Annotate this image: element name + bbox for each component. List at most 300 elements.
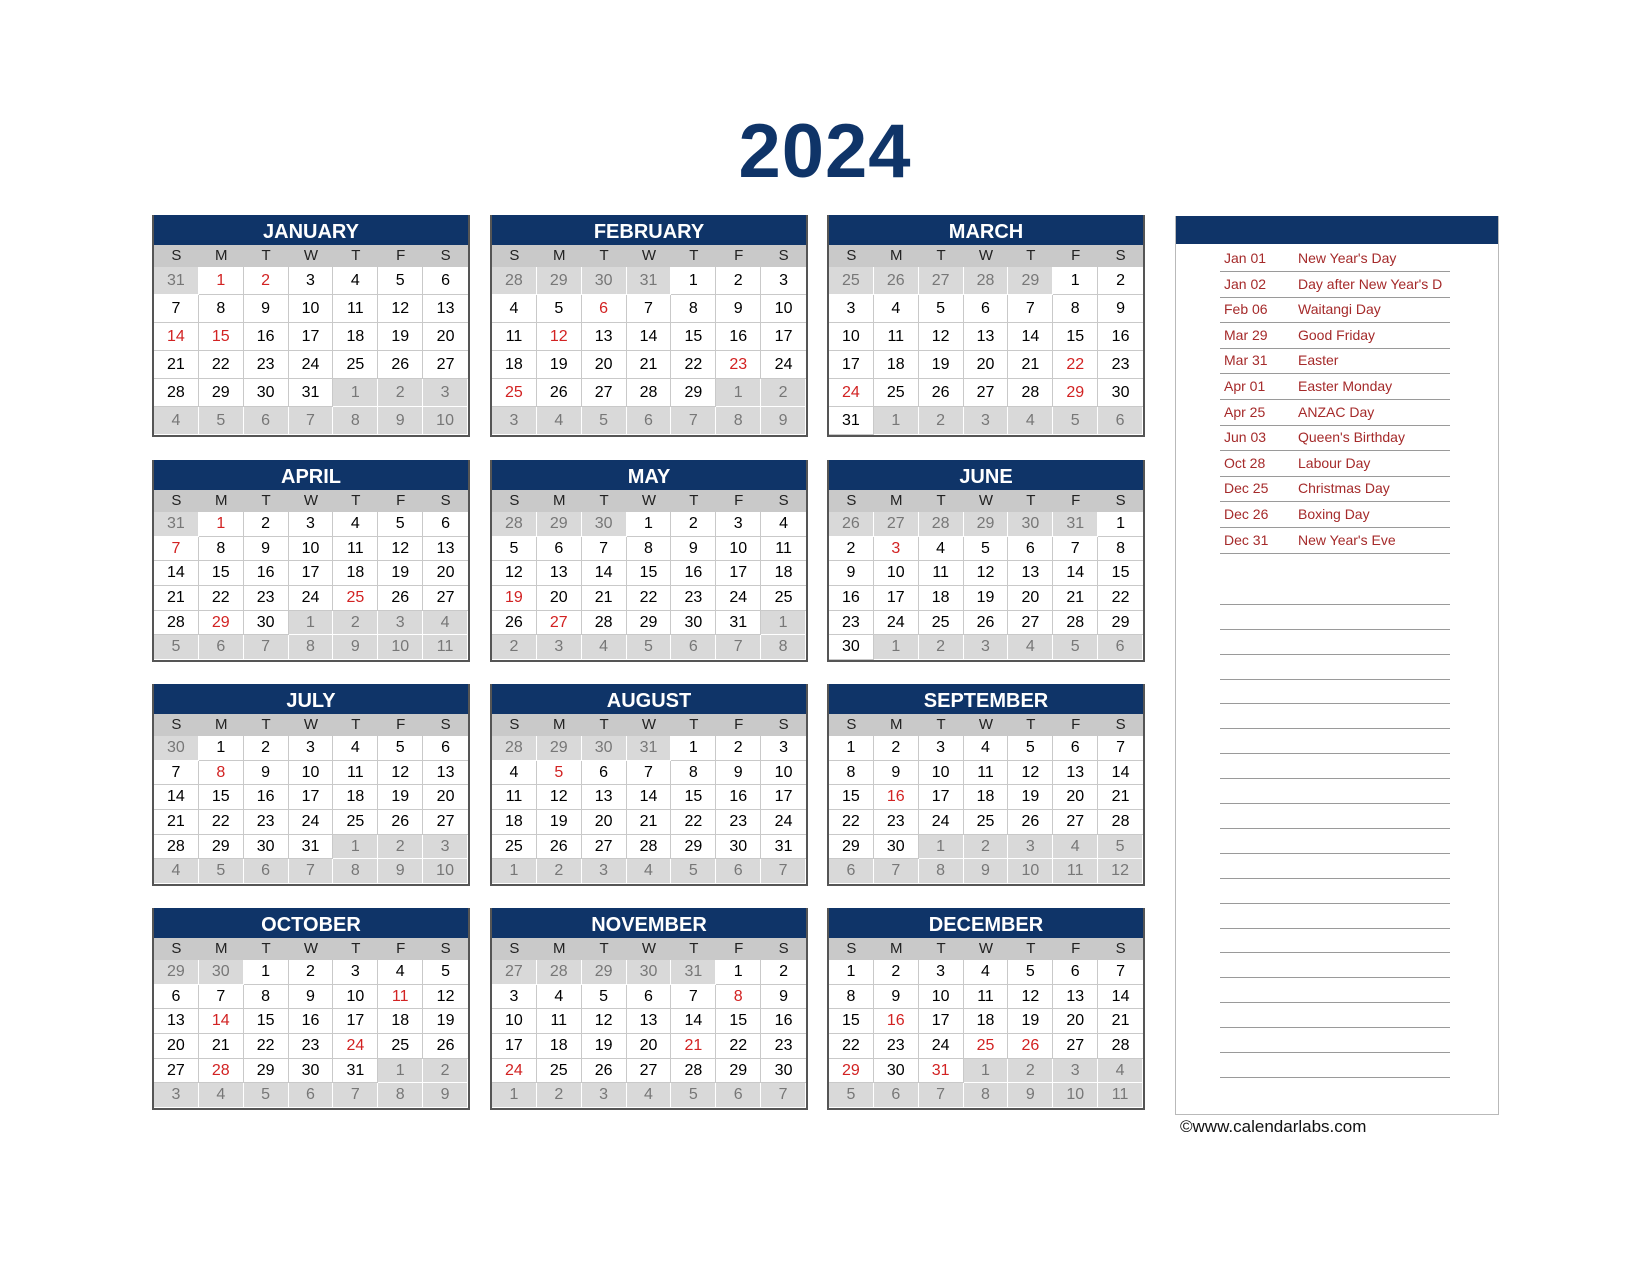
day-cell: 22 (671, 351, 716, 379)
day-cell: 30 (244, 611, 289, 636)
month-name: NOVEMBER (492, 908, 806, 938)
day-cell: 2 (423, 1059, 468, 1084)
day-cell: 4 (627, 1083, 672, 1108)
day-cell: 23 (874, 1034, 919, 1059)
day-cell: 3 (1053, 1059, 1098, 1084)
month-october (152, 908, 470, 1110)
day-cell: 4 (154, 859, 199, 884)
day-cell: 18 (492, 351, 537, 379)
day-cell: 3 (964, 635, 1009, 660)
day-cell: 23 (289, 1034, 334, 1059)
weekday-header: F (378, 245, 423, 267)
day-cell: 8 (671, 295, 716, 323)
weekday-header: S (1098, 490, 1143, 512)
day-cell: 6 (423, 267, 468, 295)
day-cell: 16 (874, 1009, 919, 1034)
day-cell: 13 (1008, 561, 1053, 586)
day-cell: 18 (333, 785, 378, 810)
blank-rule-line (1220, 928, 1450, 929)
day-cell: 11 (919, 561, 964, 586)
month-days-grid (154, 245, 468, 435)
day-cell: 29 (1008, 267, 1053, 295)
day-cell: 28 (964, 267, 1009, 295)
day-cell: 8 (829, 985, 874, 1010)
day-cell: 29 (582, 960, 627, 985)
holiday-name: Easter Monday (1298, 378, 1393, 394)
weekday-header: S (154, 490, 199, 512)
day-cell: 24 (874, 611, 919, 636)
day-cell: 25 (333, 351, 378, 379)
weekday-header: S (829, 490, 874, 512)
day-cell: 6 (244, 859, 289, 884)
month-december (827, 908, 1145, 1110)
day-cell: 19 (1008, 785, 1053, 810)
holiday-date: Feb 06 (1224, 301, 1268, 318)
day-cell: 8 (761, 635, 806, 660)
day-cell: 11 (333, 295, 378, 323)
day-cell: 27 (582, 379, 627, 407)
day-cell: 22 (716, 1034, 761, 1059)
month-march (827, 215, 1145, 437)
day-cell: 26 (874, 267, 919, 295)
day-cell: 10 (716, 537, 761, 562)
day-cell: 11 (333, 537, 378, 562)
weekday-header: T (244, 714, 289, 736)
day-cell: 12 (1008, 985, 1053, 1010)
day-cell: 4 (537, 407, 582, 435)
day-cell: 8 (333, 407, 378, 435)
day-cell: 4 (492, 295, 537, 323)
holiday-row (1220, 297, 1450, 323)
day-cell: 14 (1008, 323, 1053, 351)
weekday-header: F (378, 714, 423, 736)
day-cell: 12 (492, 561, 537, 586)
day-cell: 3 (582, 859, 627, 884)
day-cell: 25 (761, 586, 806, 611)
day-cell: 15 (671, 785, 716, 810)
weekday-header: S (154, 245, 199, 267)
month-name: JULY (154, 684, 468, 714)
weekday-header: F (1053, 714, 1098, 736)
weekday-header: M (537, 714, 582, 736)
day-cell: 17 (333, 1009, 378, 1034)
day-cell: 29 (244, 1059, 289, 1084)
day-cell: 19 (378, 785, 423, 810)
day-cell: 2 (671, 512, 716, 537)
day-cell: 23 (244, 586, 289, 611)
holiday-name: Queen's Birthday (1298, 429, 1405, 446)
weekday-header: T (1008, 938, 1053, 960)
day-cell: 21 (1008, 351, 1053, 379)
day-cell: 4 (333, 512, 378, 537)
weekday-header: F (716, 490, 761, 512)
day-cell: 9 (244, 537, 289, 562)
day-cell: 11 (492, 785, 537, 810)
month-name: AUGUST (492, 684, 806, 714)
blank-rule-line (1220, 604, 1450, 605)
day-cell: 30 (761, 1059, 806, 1084)
day-cell: 21 (154, 586, 199, 611)
day-cell: 28 (582, 611, 627, 636)
day-cell: 18 (378, 1009, 423, 1034)
day-cell: 4 (1053, 835, 1098, 860)
holiday-row (1220, 323, 1450, 349)
day-cell: 17 (289, 323, 334, 351)
day-cell: 6 (627, 407, 672, 435)
day-cell: 21 (1053, 586, 1098, 611)
day-cell: 5 (1098, 835, 1143, 860)
day-cell: 1 (244, 960, 289, 985)
day-cell: 16 (761, 1009, 806, 1034)
month-july (152, 684, 470, 886)
day-cell: 12 (964, 561, 1009, 586)
weekday-header: S (492, 714, 537, 736)
day-cell: 31 (829, 407, 874, 435)
day-cell: 2 (244, 267, 289, 295)
day-cell: 7 (627, 295, 672, 323)
day-cell: 26 (829, 512, 874, 537)
month-april (152, 460, 470, 662)
day-cell: 8 (964, 1083, 1009, 1108)
day-cell: 14 (154, 785, 199, 810)
day-cell: 1 (761, 611, 806, 636)
day-cell: 10 (829, 323, 874, 351)
day-cell: 2 (761, 379, 806, 407)
weekday-header: S (761, 490, 806, 512)
weekday-header: S (154, 938, 199, 960)
day-cell: 12 (1008, 761, 1053, 786)
day-cell: 25 (964, 810, 1009, 835)
day-cell: 13 (423, 761, 468, 786)
day-cell: 26 (378, 351, 423, 379)
day-cell: 1 (829, 736, 874, 761)
day-cell: 31 (627, 267, 672, 295)
holiday-row (1220, 348, 1450, 374)
day-cell: 28 (154, 379, 199, 407)
day-cell: 6 (627, 985, 672, 1010)
day-cell: 9 (244, 295, 289, 323)
day-cell: 21 (627, 351, 672, 379)
day-cell: 6 (1053, 960, 1098, 985)
blank-rule-line (1220, 878, 1450, 879)
day-cell: 9 (716, 761, 761, 786)
day-cell: 6 (964, 295, 1009, 323)
day-cell: 7 (154, 537, 199, 562)
day-cell: 7 (1098, 960, 1143, 985)
day-cell: 18 (333, 561, 378, 586)
day-cell: 31 (1053, 512, 1098, 537)
day-cell: 8 (199, 537, 244, 562)
day-cell: 7 (761, 859, 806, 884)
month-days-grid (829, 245, 1143, 435)
weekday-header: F (716, 938, 761, 960)
day-cell: 16 (874, 785, 919, 810)
day-cell: 24 (492, 1059, 537, 1084)
day-cell: 21 (154, 351, 199, 379)
day-cell: 18 (333, 323, 378, 351)
day-cell: 5 (1008, 960, 1053, 985)
day-cell: 2 (716, 267, 761, 295)
day-cell: 30 (716, 835, 761, 860)
day-cell: 20 (582, 810, 627, 835)
blank-rule-line (1220, 778, 1450, 779)
day-cell: 13 (627, 1009, 672, 1034)
day-cell: 3 (333, 960, 378, 985)
day-cell: 8 (1053, 295, 1098, 323)
day-cell: 8 (244, 985, 289, 1010)
day-cell: 28 (199, 1059, 244, 1084)
day-cell: 1 (829, 960, 874, 985)
day-cell: 9 (1098, 295, 1143, 323)
weekday-header: S (423, 490, 468, 512)
day-cell: 8 (378, 1083, 423, 1108)
day-cell: 7 (289, 859, 334, 884)
day-cell: 31 (761, 835, 806, 860)
day-cell: 30 (244, 835, 289, 860)
day-cell: 13 (423, 295, 468, 323)
day-cell: 18 (537, 1034, 582, 1059)
day-cell: 4 (423, 611, 468, 636)
day-cell: 11 (874, 323, 919, 351)
weekday-header: F (716, 714, 761, 736)
day-cell: 15 (199, 785, 244, 810)
day-cell: 11 (1098, 1083, 1143, 1108)
day-cell: 11 (378, 985, 423, 1010)
day-cell: 22 (199, 586, 244, 611)
day-cell: 13 (154, 1009, 199, 1034)
day-cell: 12 (919, 323, 964, 351)
day-cell: 8 (829, 761, 874, 786)
holiday-date: Mar 31 (1224, 352, 1268, 369)
weekday-header: T (671, 490, 716, 512)
day-cell: 4 (582, 635, 627, 660)
weekday-header: M (874, 938, 919, 960)
month-name: DECEMBER (829, 908, 1143, 938)
day-cell: 29 (829, 835, 874, 860)
day-cell: 1 (199, 736, 244, 761)
holiday-row (1220, 400, 1450, 426)
day-cell: 2 (289, 960, 334, 985)
day-cell: 9 (964, 859, 1009, 884)
day-cell: 1 (199, 267, 244, 295)
day-cell: 31 (289, 835, 334, 860)
day-cell: 28 (919, 512, 964, 537)
weekday-header: W (964, 245, 1009, 267)
day-cell: 10 (919, 985, 964, 1010)
day-cell: 22 (199, 810, 244, 835)
day-cell: 27 (1053, 810, 1098, 835)
day-cell: 5 (829, 1083, 874, 1108)
holiday-date: Jan 01 (1224, 250, 1267, 266)
day-cell: 5 (492, 537, 537, 562)
day-cell: 3 (378, 611, 423, 636)
day-cell: 1 (874, 407, 919, 435)
day-cell: 6 (1098, 635, 1143, 660)
day-cell: 20 (582, 351, 627, 379)
day-cell: 28 (671, 1059, 716, 1084)
day-cell: 4 (761, 512, 806, 537)
month-days-grid (154, 714, 468, 884)
day-cell: 7 (761, 1083, 806, 1108)
day-cell: 30 (627, 960, 672, 985)
day-cell: 29 (199, 379, 244, 407)
day-cell: 3 (582, 1083, 627, 1108)
day-cell: 17 (289, 785, 334, 810)
month-days-grid (829, 490, 1143, 660)
day-cell: 11 (333, 761, 378, 786)
day-cell: 4 (627, 859, 672, 884)
day-cell: 3 (423, 835, 468, 860)
day-cell: 27 (919, 267, 964, 295)
day-cell: 4 (874, 295, 919, 323)
day-cell: 20 (423, 323, 468, 351)
day-cell: 29 (671, 835, 716, 860)
day-cell: 4 (1008, 635, 1053, 660)
day-cell: 23 (1098, 351, 1143, 379)
month-days-grid (829, 938, 1143, 1108)
day-cell: 28 (1008, 379, 1053, 407)
blank-rule-line (1220, 1002, 1450, 1003)
day-cell: 3 (964, 407, 1009, 435)
day-cell: 2 (537, 859, 582, 884)
day-cell: 22 (829, 1034, 874, 1059)
weekday-header: W (289, 938, 334, 960)
day-cell: 16 (289, 1009, 334, 1034)
day-cell: 25 (964, 1034, 1009, 1059)
day-cell: 7 (582, 537, 627, 562)
day-cell: 13 (1053, 761, 1098, 786)
day-cell: 10 (919, 761, 964, 786)
holiday-date: Apr 25 (1224, 403, 1266, 420)
day-cell: 1 (199, 512, 244, 537)
day-cell: 9 (378, 859, 423, 884)
day-cell: 23 (874, 810, 919, 835)
day-cell: 25 (333, 586, 378, 611)
credit-text[interactable]: ©www.calendarlabs.com (1180, 1117, 1367, 1136)
blank-rule-line (1220, 977, 1450, 978)
day-cell: 2 (919, 635, 964, 660)
weekday-header: T (333, 714, 378, 736)
day-cell: 1 (1098, 512, 1143, 537)
day-cell: 13 (1053, 985, 1098, 1010)
blank-rule-line (1220, 679, 1450, 680)
day-cell: 29 (154, 960, 199, 985)
day-cell: 22 (829, 810, 874, 835)
day-cell: 24 (761, 351, 806, 379)
day-cell: 27 (537, 611, 582, 636)
month-name: APRIL (154, 460, 468, 490)
holiday-name: Easter (1298, 352, 1339, 369)
day-cell: 16 (716, 785, 761, 810)
day-cell: 7 (289, 407, 334, 435)
day-cell: 19 (378, 323, 423, 351)
day-cell: 28 (1098, 1034, 1143, 1059)
weekday-header: T (244, 938, 289, 960)
day-cell: 11 (761, 537, 806, 562)
weekday-header: M (199, 938, 244, 960)
day-cell: 8 (716, 985, 761, 1010)
weekday-header: W (289, 714, 334, 736)
holiday-name: Waitangi Day (1298, 301, 1381, 318)
month-name: MAY (492, 460, 806, 490)
day-cell: 6 (1098, 407, 1143, 435)
day-cell: 30 (582, 736, 627, 761)
holiday-date: Dec 26 (1224, 506, 1269, 522)
day-cell: 6 (582, 761, 627, 786)
day-cell: 3 (492, 407, 537, 435)
day-cell: 9 (761, 985, 806, 1010)
day-cell: 25 (829, 267, 874, 295)
weekday-header: T (919, 490, 964, 512)
day-cell: 19 (537, 351, 582, 379)
day-cell: 9 (716, 295, 761, 323)
day-cell: 18 (761, 561, 806, 586)
day-cell: 9 (829, 561, 874, 586)
day-cell: 28 (492, 512, 537, 537)
holiday-row (1220, 246, 1450, 272)
day-cell: 5 (378, 736, 423, 761)
day-cell: 6 (154, 985, 199, 1010)
weekday-header: M (874, 714, 919, 736)
day-cell: 24 (333, 1034, 378, 1059)
day-cell: 20 (537, 586, 582, 611)
holiday-name: Christmas Day (1298, 480, 1390, 497)
day-cell: 30 (874, 835, 919, 860)
day-cell: 4 (492, 761, 537, 786)
day-cell: 6 (289, 1083, 334, 1108)
holiday-name: Boxing Day (1298, 506, 1370, 522)
holiday-row (1220, 374, 1450, 400)
day-cell: 4 (537, 985, 582, 1010)
day-cell: 5 (671, 1083, 716, 1108)
day-cell: 10 (761, 761, 806, 786)
weekday-header: S (829, 714, 874, 736)
day-cell: 6 (874, 1083, 919, 1108)
day-cell: 15 (1098, 561, 1143, 586)
weekday-header: T (671, 245, 716, 267)
day-cell: 2 (716, 736, 761, 761)
day-cell: 1 (289, 611, 334, 636)
day-cell: 10 (378, 635, 423, 660)
weekday-header: W (964, 938, 1009, 960)
day-cell: 18 (492, 810, 537, 835)
weekday-header: T (244, 490, 289, 512)
weekday-header: F (378, 490, 423, 512)
day-cell: 19 (964, 586, 1009, 611)
day-cell: 1 (492, 859, 537, 884)
day-cell: 15 (627, 561, 672, 586)
weekday-header: M (874, 245, 919, 267)
weekday-header: W (627, 714, 672, 736)
weekday-header: T (919, 714, 964, 736)
weekday-header: T (671, 938, 716, 960)
day-cell: 4 (1098, 1059, 1143, 1084)
day-cell: 19 (919, 351, 964, 379)
day-cell: 5 (964, 537, 1009, 562)
day-cell: 27 (964, 379, 1009, 407)
day-cell: 12 (378, 295, 423, 323)
month-february (490, 215, 808, 437)
weekday-header: T (244, 245, 289, 267)
day-cell: 5 (1053, 407, 1098, 435)
month-days-grid (492, 245, 806, 435)
day-cell: 6 (244, 407, 289, 435)
month-november (490, 908, 808, 1110)
day-cell: 30 (199, 960, 244, 985)
day-cell: 26 (919, 379, 964, 407)
day-cell: 26 (378, 586, 423, 611)
day-cell: 7 (154, 761, 199, 786)
